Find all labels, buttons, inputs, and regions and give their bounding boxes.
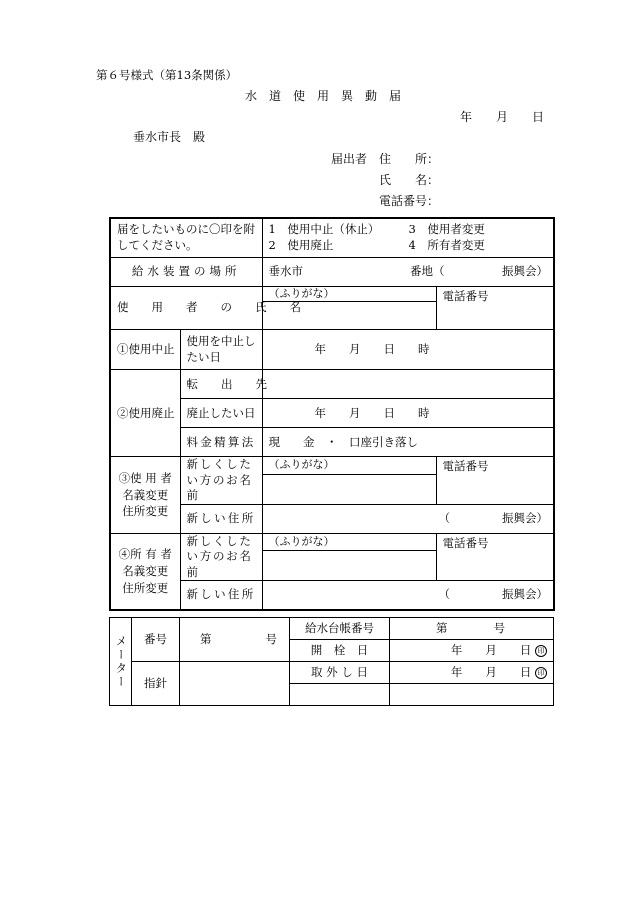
banchi-text: 番地（ xyxy=(410,263,445,278)
seal-icon: 印 xyxy=(535,645,547,657)
user-phone-field[interactable] xyxy=(436,286,554,330)
section4-furigana: （ふりがな） xyxy=(262,533,436,550)
section3-new-name-field[interactable] xyxy=(262,474,436,504)
ledger-label: 給水台帳番号 xyxy=(290,618,390,640)
section4-line2: 名義変更 xyxy=(122,564,169,579)
meter-dai: 第 xyxy=(200,631,212,646)
ledger-field[interactable] xyxy=(390,618,554,640)
ledger-dai: 第 xyxy=(436,620,448,635)
section3-line3: 住所変更 xyxy=(122,504,169,519)
section3-phone-field[interactable] xyxy=(436,457,554,505)
section4-label xyxy=(110,533,180,610)
abolish-date-field[interactable]: 年 月 日 時 xyxy=(262,399,554,428)
needle-label: 指針 xyxy=(132,662,180,706)
section4-new-address-label: 新しい住所 xyxy=(180,581,262,610)
section4-shinkokai: 振興会） xyxy=(502,587,548,602)
section3-paren: （ xyxy=(438,511,450,526)
section4-new-name-field[interactable] xyxy=(262,551,436,581)
phone-number-label: 電話番号 xyxy=(442,288,489,303)
option-4[interactable]: 4 所有者変更 xyxy=(408,237,485,252)
remove-date-ymd: 年 月 日 xyxy=(450,664,532,679)
meter-extra-value-field[interactable] xyxy=(390,684,554,706)
notification-table xyxy=(109,217,555,611)
city-text: 垂水市 xyxy=(268,263,303,278)
name-label: 氏 名： xyxy=(379,173,440,187)
stop-date-field[interactable]: 年 月 日 時 xyxy=(262,330,554,370)
seal-icon: 印 xyxy=(535,667,547,679)
section3-new-name-label: 新しくしたい方のお名前 xyxy=(180,457,262,505)
section3-new-address-field[interactable] xyxy=(262,504,554,533)
section4-line3: 住所変更 xyxy=(122,580,169,595)
transfer-dest-field[interactable] xyxy=(262,370,554,399)
section4-phone-label: 電話番号 xyxy=(442,535,489,550)
addressee: 垂水市長 殿 xyxy=(133,130,206,144)
meter-side-label: メーター xyxy=(110,618,132,706)
needle-field[interactable] xyxy=(180,662,290,706)
open-date-field[interactable] xyxy=(390,640,554,662)
meter-extra-label-field[interactable] xyxy=(290,684,390,706)
stop-date-label: 使用を中止したい日 xyxy=(180,330,262,370)
section3-line2: 名義変更 xyxy=(122,487,169,502)
form-title: 水 道 使 用 異 動 届 xyxy=(245,89,402,103)
section4-phone-field[interactable] xyxy=(436,533,554,581)
form-number: 第６号様式（第13条関係） xyxy=(96,68,238,82)
instruction-cell: 届をしたいものに〇印を附してください。 xyxy=(110,218,262,257)
abolish-date-label: 廃止したい日 xyxy=(180,399,262,428)
section2-label: ②使用廃止 xyxy=(110,370,180,457)
section1-label: ①使用中止 xyxy=(110,330,180,370)
transfer-dest-label: 転 出 先 xyxy=(180,370,262,399)
section3-furigana: （ふりがな） xyxy=(262,457,436,474)
ledger-go: 号 xyxy=(493,620,505,635)
address-label: 住 所： xyxy=(379,152,440,166)
shinkokai-text: 振興会） xyxy=(502,263,548,278)
section3-phone-label: 電話番号 xyxy=(442,459,489,474)
meter-table xyxy=(109,617,554,706)
remove-date-field[interactable] xyxy=(390,662,554,684)
section3-label xyxy=(110,457,180,534)
section4-new-name-label: 新しくしたい方のお名前 xyxy=(180,533,262,581)
supply-location-field[interactable] xyxy=(262,257,554,286)
date-line: 年 月 日 xyxy=(460,110,545,124)
fee-label: 料金精算法 xyxy=(180,428,262,457)
open-date-ymd: 年 月 日 xyxy=(450,642,532,657)
meter-go: 号 xyxy=(265,631,277,646)
section3-line1: ③使 用 者 xyxy=(118,471,172,486)
options-cell[interactable] xyxy=(262,218,554,257)
furigana-label: （ふりがな） xyxy=(262,286,436,302)
option-1[interactable]: 1 使用中止（休止） xyxy=(268,222,380,237)
option-2[interactable]: 2 使用廃止 xyxy=(268,237,334,252)
supply-location-label: 給水装置の場所 xyxy=(110,257,262,286)
section4-line1: ④所 有 者 xyxy=(118,547,172,562)
open-date-label: 開 栓 日 xyxy=(290,640,390,662)
remove-date-label: 取 外 し 日 xyxy=(290,662,390,684)
phone-label: 電話番号： xyxy=(379,194,440,208)
section3-new-address-label: 新しい住所 xyxy=(180,504,262,533)
option-3[interactable]: 3 使用者変更 xyxy=(408,222,485,237)
applicant-label: 届出者 xyxy=(331,152,368,166)
meter-number-field[interactable] xyxy=(180,618,290,662)
section4-new-address-field[interactable] xyxy=(262,581,554,610)
fee-field[interactable]: 現 金 ・ 口座引き落し xyxy=(262,428,554,457)
section3-shinkokai: 振興会） xyxy=(502,511,548,526)
section4-paren: （ xyxy=(438,587,450,602)
user-name-label: 使 用 者 の 氏 名 xyxy=(110,286,262,330)
meter-number-label: 番号 xyxy=(132,618,180,662)
